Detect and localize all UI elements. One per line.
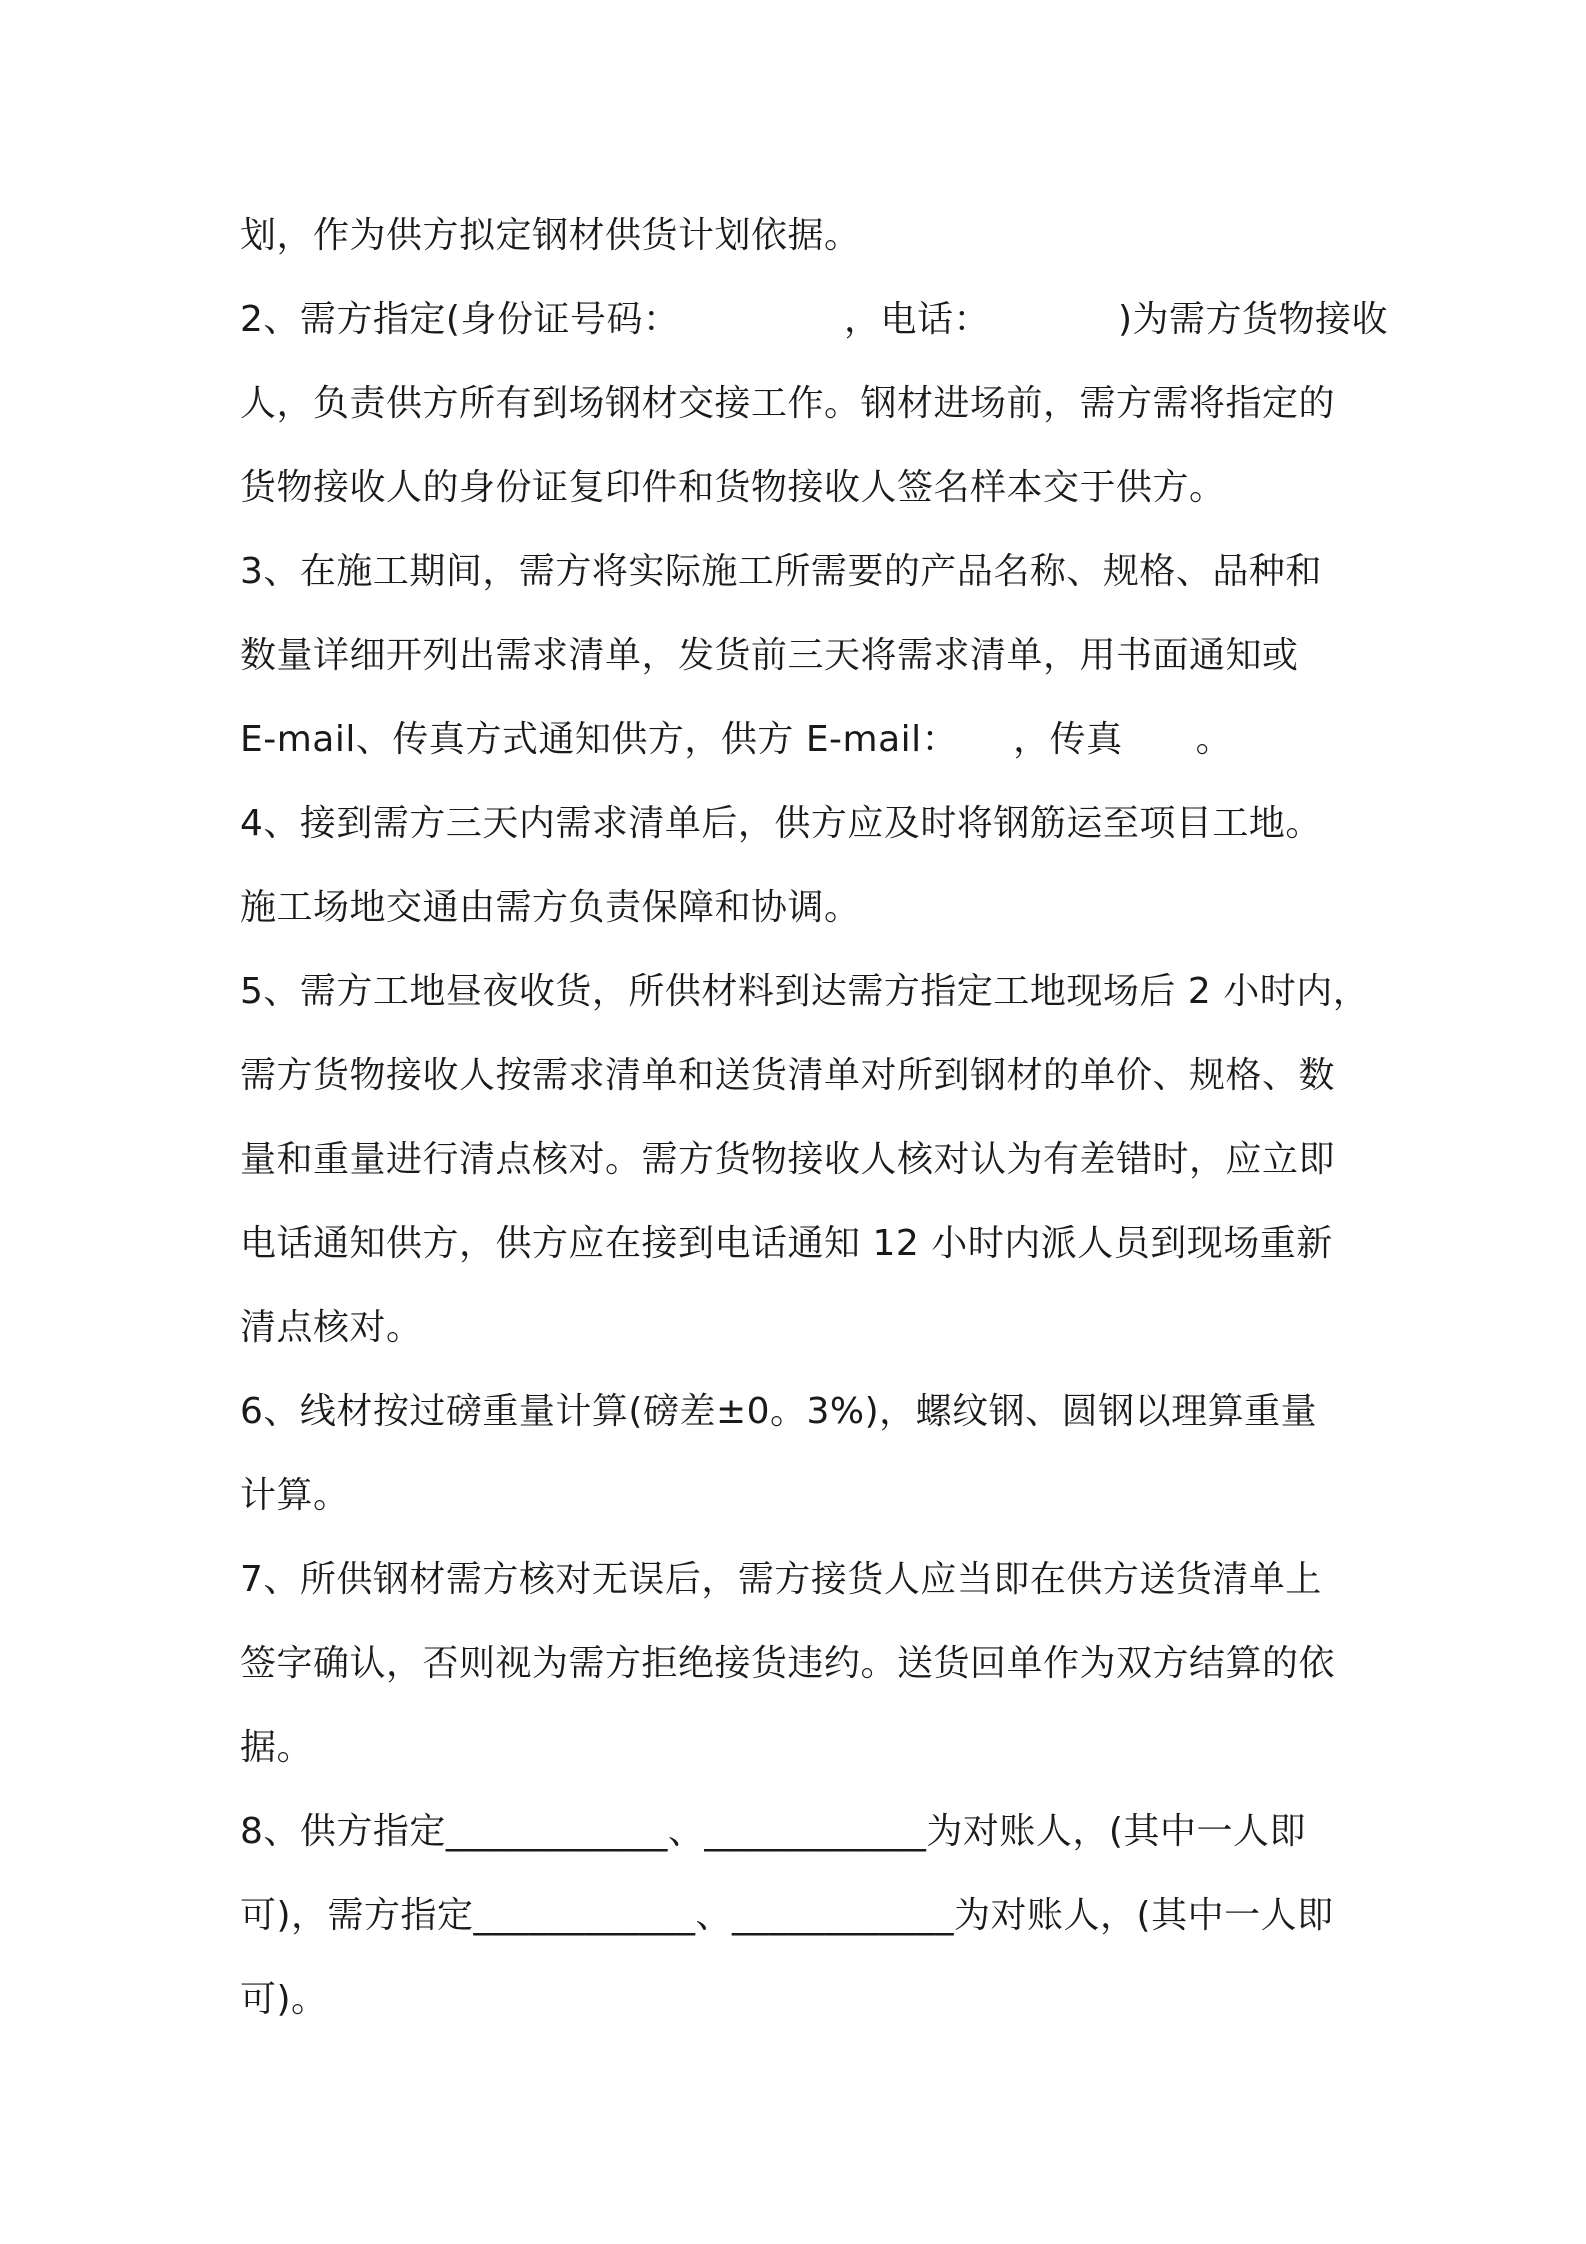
text-line: 量和重量进行清点核对。需方货物接收人核对认为有差错时，应立即	[240, 1139, 1336, 1180]
text-line: 施工场地交通由需方负责保障和协调。	[240, 887, 861, 928]
text-line: 计算。	[240, 1475, 350, 1516]
text-line: 2、需方指定(身份证号码： ，电话： )为需方货物接收	[240, 299, 1388, 340]
text-line: 6、线材按过磅重量计算(磅差±0。3%)，螺纹钢、圆钢以理算重量	[240, 1391, 1318, 1432]
text-line: 签字确认，否则视为需方拒绝接货违约。送货回单作为双方结算的依	[240, 1643, 1336, 1684]
text-line: 划，作为供方拟定钢材供货计划依据。	[240, 215, 861, 256]
contract-text	[240, 194, 1388, 2042]
text-line: 3、在施工期间，需方将实际施工所需要的产品名称、规格、品种和	[240, 551, 1322, 592]
text-line: 数量详细开列出需求清单，发货前三天将需求清单，用书面通知或	[240, 635, 1299, 676]
text-line: E-mail、传真方式通知供方，供方 E-mail： ，传真 。	[240, 719, 1233, 760]
text-line: 8、供方指定____________、____________为对账人，(其中一人即	[240, 1811, 1306, 1852]
text-line: 4、接到需方三天内需求清单后，供方应及时将钢筋运至项目工地。	[240, 803, 1322, 844]
text-line: 需方货物接收人按需求清单和送货清单对所到钢材的单价、规格、数	[240, 1055, 1336, 1096]
text-line: 7、所供钢材需方核对无误后，需方接货人应当即在供方送货清单上	[240, 1559, 1322, 1600]
text-line: 电话通知供方，供方应在接到电话通知 12 小时内派人员到现场重新	[240, 1223, 1333, 1264]
text-line: 可)，需方指定____________、____________为对账人，(其中一人即	[240, 1895, 1334, 1936]
text-line: 5、需方工地昼夜收货，所供材料到达需方指定工地现场后 2 小时内，	[240, 971, 1370, 1012]
text-line: 货物接收人的身份证复印件和货物接收人签名样本交于供方。	[240, 467, 1226, 508]
text-line: 据。	[240, 1727, 314, 1768]
text-line: 可)。	[240, 1979, 328, 2020]
text-line: 清点核对。	[240, 1307, 423, 1348]
text-line: 人，负责供方所有到场钢材交接工作。钢材进场前，需方需将指定的	[240, 383, 1336, 424]
